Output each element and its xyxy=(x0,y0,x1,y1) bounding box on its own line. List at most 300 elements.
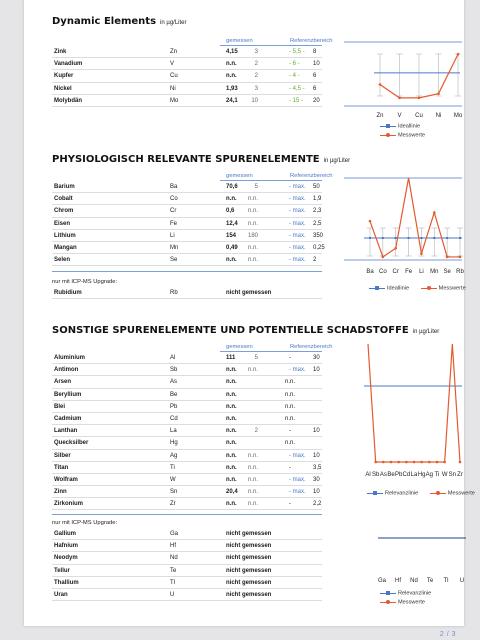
table-row xyxy=(52,376,322,388)
measured-point xyxy=(437,92,440,95)
element-name: Beryllium xyxy=(54,391,82,398)
chart-physio xyxy=(342,172,464,278)
range-high: 2 xyxy=(313,257,317,264)
table-row xyxy=(52,364,322,376)
measured-value: n.n. xyxy=(226,403,237,410)
legend-physio xyxy=(369,285,476,291)
x-tick-label: Pb xyxy=(394,472,403,478)
element-symbol: Hf xyxy=(170,543,176,550)
legend-label: Ideallinie xyxy=(387,285,410,292)
header-measured: gemessen xyxy=(226,38,253,44)
ideal-point xyxy=(433,237,435,239)
measured-value: nicht gemessen xyxy=(226,531,272,537)
measured-value: 24,1 xyxy=(226,97,238,104)
ideal-point xyxy=(395,237,397,239)
element-name: Zinn xyxy=(54,489,67,496)
table-physio xyxy=(52,181,325,266)
range-separator: - xyxy=(289,464,291,471)
table-row xyxy=(52,46,322,58)
measured-point xyxy=(420,252,423,255)
measured-value: 4,15 xyxy=(226,49,238,55)
element-name: Rubidium xyxy=(54,290,82,296)
x-tick-label: Ba xyxy=(366,269,374,275)
measured-point xyxy=(420,461,423,464)
table-row xyxy=(52,552,322,564)
range-separator: n.n. xyxy=(285,403,296,410)
range-low: n.n. xyxy=(247,489,258,496)
measured-value: 111 xyxy=(226,355,236,361)
element-symbol: Hg xyxy=(170,440,178,447)
ideal-point xyxy=(382,237,384,239)
table-row xyxy=(52,498,322,510)
element-symbol: V xyxy=(170,61,175,68)
measured-point xyxy=(369,220,372,223)
element-name: Antimon xyxy=(54,367,79,374)
measured-value: 0,6 xyxy=(226,208,235,215)
section-title-dynamic xyxy=(52,16,187,27)
legend-item-measured xyxy=(380,599,431,605)
table-row xyxy=(52,205,322,217)
measured-value: n.n. xyxy=(226,476,237,483)
range-separator: - 4 - xyxy=(289,73,300,80)
table-row xyxy=(52,565,322,577)
element-symbol: Te xyxy=(170,567,177,574)
element-name: Quecksilber xyxy=(54,440,89,447)
measured-point xyxy=(382,461,385,464)
section-title-text: SONSTIGE SPURENELEMENTE UND POTENTIELLE SCHADSTOFFE xyxy=(52,325,409,336)
measured-value: n.n. xyxy=(226,440,237,447)
range-high: 3,5 xyxy=(313,464,322,471)
table-row xyxy=(52,389,322,401)
icp-note: nur mit ICP-MS Upgrade: xyxy=(52,520,118,526)
divider xyxy=(52,271,322,272)
element-symbol: As xyxy=(170,379,178,386)
element-symbol: U xyxy=(170,591,175,598)
range-high: 30 xyxy=(313,355,320,361)
measured-point xyxy=(446,256,449,259)
element-symbol: Sb xyxy=(170,367,178,374)
x-tick-label: Zr xyxy=(457,472,463,478)
range-low: n.n. xyxy=(247,476,258,483)
x-tick-label: Mo xyxy=(453,113,463,119)
measured-value: n.n. xyxy=(226,196,237,203)
table-row xyxy=(52,230,322,242)
element-symbol: Rb xyxy=(170,290,178,296)
element-name: Zirkonium xyxy=(54,501,84,508)
header-reference: Referenzbereich xyxy=(290,344,333,350)
measured-point xyxy=(459,461,462,464)
range-high: 2,5 xyxy=(313,220,322,227)
measured-value: 1,93 xyxy=(226,85,238,92)
legend-item-ideal xyxy=(369,285,409,291)
element-name: Cadmium xyxy=(54,415,82,422)
measured-value: nicht gemessen xyxy=(226,591,272,598)
header-measured: gemessen xyxy=(226,173,253,179)
measured-line xyxy=(370,178,460,257)
measured-point xyxy=(390,461,393,464)
element-symbol: Co xyxy=(170,196,178,203)
legend-other xyxy=(367,490,480,496)
measured-value: n.n. xyxy=(226,73,237,80)
header-measured: gemessen xyxy=(226,344,253,350)
range-low: 5 xyxy=(254,184,258,190)
x-tick-label: Se xyxy=(443,269,451,275)
element-name: Vanadium xyxy=(54,61,83,68)
range-high: 30 xyxy=(313,476,320,483)
header-reference: Referenzbereich xyxy=(290,173,333,179)
element-symbol: Ti xyxy=(170,464,175,471)
legend-label: Relevanzlinie xyxy=(398,590,432,597)
table-row xyxy=(52,589,322,601)
measured-point xyxy=(433,211,436,214)
legend-item-ideal xyxy=(380,590,431,596)
section-unit: in µg/Liter xyxy=(160,20,187,26)
element-symbol: Nd xyxy=(170,555,178,562)
x-tick-label: V xyxy=(397,113,402,119)
measured-value: n.n. xyxy=(226,61,237,68)
measured-value: nicht gemessen xyxy=(226,555,272,562)
element-symbol: Cu xyxy=(170,73,178,80)
x-tick-label: Rb xyxy=(456,269,464,275)
element-symbol: Mn xyxy=(170,244,179,251)
range-low: n.n. xyxy=(247,452,258,459)
x-tick-label: Tl xyxy=(443,578,449,584)
x-tick-label: Mn xyxy=(430,269,439,275)
legend-line-red-icon xyxy=(380,599,396,605)
x-tick-label: Al xyxy=(365,472,371,478)
x-tick-label: Cd xyxy=(402,472,411,478)
element-symbol: Pb xyxy=(170,403,178,410)
x-tick-label: Ni xyxy=(435,113,442,119)
measured-value: n.n. xyxy=(226,415,237,422)
range-separator: n.n. xyxy=(285,379,296,386)
icp-note: nur mit ICP-MS Upgrade: xyxy=(52,279,118,285)
x-tick-label: Hf xyxy=(395,578,401,584)
table-row xyxy=(52,254,322,266)
element-symbol: Ba xyxy=(170,184,178,190)
table-row xyxy=(52,218,322,230)
measured-line xyxy=(368,344,460,462)
range-low: 2 xyxy=(254,428,258,435)
ideal-point xyxy=(420,237,422,239)
element-name: Aluminium xyxy=(54,355,85,361)
x-tick-label: Cu xyxy=(415,113,423,119)
range-separator: n.n. xyxy=(285,415,296,422)
range-high: 2,2 xyxy=(313,501,322,508)
table-dynamic xyxy=(52,46,322,107)
range-low: 2 xyxy=(254,61,258,68)
range-separator: n.n. xyxy=(285,391,296,398)
x-tick-label: Ti xyxy=(434,472,440,478)
section-unit: in µg/Liter xyxy=(323,158,351,164)
measured-point xyxy=(405,461,408,464)
table-row xyxy=(52,83,322,95)
range-low: 3 xyxy=(254,85,258,92)
element-name: Lithium xyxy=(54,232,76,239)
section-title-physio xyxy=(52,154,350,165)
divider xyxy=(52,514,322,515)
x-tick-label: Sn xyxy=(448,472,457,478)
range-high: 10 xyxy=(313,489,320,496)
table-row xyxy=(52,437,322,449)
x-tick-label: La xyxy=(410,472,418,478)
measured-point xyxy=(459,256,462,259)
element-symbol: Fe xyxy=(170,220,178,227)
chart-dynamic xyxy=(342,40,464,124)
element-name: Cobalt xyxy=(54,196,73,203)
measured-value: 20,4 xyxy=(226,489,238,496)
measured-point xyxy=(436,461,439,464)
measured-point xyxy=(428,461,431,464)
range-separator: - max. xyxy=(289,208,306,215)
element-name: Lanthan xyxy=(54,428,78,435)
element-name: Uran xyxy=(54,591,68,598)
x-tick-label: Li xyxy=(419,269,424,275)
measured-value: n.n. xyxy=(226,501,237,508)
measured-value: n.n. xyxy=(226,367,237,374)
x-tick-label: Ag xyxy=(425,472,434,478)
legend-item-measured xyxy=(430,490,475,496)
range-separator: - 4,5 - xyxy=(289,85,305,92)
range-low: n.n. xyxy=(247,244,258,251)
range-high: 0,25 xyxy=(313,244,325,251)
legend-item-ideal xyxy=(367,490,418,496)
element-name: Mangan xyxy=(54,244,77,251)
table-row xyxy=(52,70,322,82)
measured-value: n.n. xyxy=(226,257,237,264)
legend-label: Messwerte xyxy=(398,599,426,606)
range-separator: - 6 - xyxy=(289,61,300,68)
measured-value: 0,49 xyxy=(226,244,238,251)
element-name: Barium xyxy=(54,184,75,190)
legend-label: Ideallinie xyxy=(398,123,421,130)
element-name: Zink xyxy=(54,49,67,55)
range-low: n.n. xyxy=(247,367,258,374)
range-high: 10 xyxy=(313,61,320,68)
range-separator: - max. xyxy=(289,489,306,496)
legend-dynamic xyxy=(380,123,425,142)
element-symbol: W xyxy=(170,476,176,483)
table-row xyxy=(52,474,322,486)
range-high: 50 xyxy=(313,184,320,190)
x-tick-label: As xyxy=(379,472,387,478)
range-separator: - max. xyxy=(289,196,306,203)
range-low: n.n. xyxy=(247,220,258,227)
table-row xyxy=(52,401,322,413)
table-row xyxy=(52,95,322,107)
measured-value: 12,4 xyxy=(226,220,238,227)
range-high: 6 xyxy=(313,73,317,80)
table-row xyxy=(52,528,322,540)
chart-other-extra xyxy=(370,528,470,586)
element-name: Nickel xyxy=(54,85,72,92)
range-separator: - max. xyxy=(289,220,306,227)
legend-item-measured xyxy=(380,132,425,138)
range-separator: - 5,5 - xyxy=(289,49,305,55)
element-symbol: Al xyxy=(170,355,176,361)
element-name: Hafnium xyxy=(54,543,78,550)
ideal-point xyxy=(459,237,461,239)
measured-value: n.n. xyxy=(226,379,237,386)
element-name: Titan xyxy=(54,464,69,471)
x-tick-label: Te xyxy=(426,578,434,584)
measured-value: n.n. xyxy=(226,464,237,471)
table-row xyxy=(52,462,322,474)
x-tick-label: Ga xyxy=(377,578,387,584)
range-separator: - max. xyxy=(289,257,306,264)
ideal-point xyxy=(446,237,448,239)
element-name: Blei xyxy=(54,403,66,410)
table-row xyxy=(52,413,322,425)
legend-line-blue-icon xyxy=(367,490,383,496)
table-physio-extra xyxy=(52,287,322,299)
range-separator: - max. xyxy=(289,244,306,251)
element-symbol: Be xyxy=(170,391,178,398)
x-tick-label: Cr xyxy=(392,269,399,275)
range-low: n.n. xyxy=(247,196,258,203)
range-high: 2,3 xyxy=(313,208,322,215)
element-symbol: Li xyxy=(170,232,175,239)
table-row xyxy=(52,193,322,205)
section-title-text: PHYSIOLOGISCH RELEVANTE SPURENELEMENTE xyxy=(52,154,320,165)
measured-value: nicht gemessen xyxy=(226,567,272,574)
measured-value: nicht gemessen xyxy=(226,543,272,550)
element-symbol: La xyxy=(170,428,177,435)
range-low: 2 xyxy=(254,73,258,80)
x-tick-label: Hg xyxy=(417,472,426,478)
x-tick-label: U xyxy=(459,578,465,584)
section-title-text: Dynamic Elements xyxy=(52,16,157,27)
measured-point xyxy=(374,461,377,464)
element-symbol: Sn xyxy=(170,489,178,496)
measured-point xyxy=(397,461,400,464)
report-page xyxy=(24,0,475,626)
table-other-extra xyxy=(52,528,322,601)
range-separator: - max. xyxy=(289,476,306,483)
element-symbol: Ni xyxy=(170,85,176,92)
section-title-other xyxy=(52,325,439,336)
x-tick-label: Fe xyxy=(405,269,413,275)
measured-point xyxy=(382,256,385,259)
section-unit: in µg/Liter xyxy=(412,329,440,335)
x-tick-label: W xyxy=(441,472,448,478)
chart-other xyxy=(340,340,464,480)
element-name: Wolfram xyxy=(54,476,78,483)
element-symbol: Ag xyxy=(170,452,178,459)
legend-line-blue-icon xyxy=(369,285,385,291)
element-name: Selen xyxy=(54,257,71,264)
measured-value: 154 xyxy=(226,232,237,239)
table-row xyxy=(52,58,322,70)
legend-item-ideal xyxy=(380,123,425,129)
element-symbol: Cr xyxy=(170,208,177,215)
measured-value: nicht gemessen xyxy=(226,579,272,586)
element-name: Kupfer xyxy=(54,73,74,80)
range-separator: n.n. xyxy=(285,440,296,447)
x-tick-label: Sb xyxy=(371,472,380,478)
element-name: Neodym xyxy=(54,555,78,562)
range-high: 10 xyxy=(313,367,320,374)
measured-value: n.n. xyxy=(226,391,237,398)
table-row xyxy=(52,181,322,193)
ideal-point xyxy=(408,237,410,239)
legend-line-blue-icon xyxy=(380,123,396,129)
range-high: 10 xyxy=(313,452,320,459)
measured-value: n.n. xyxy=(226,428,237,435)
legend-label: Relevanzlinie xyxy=(385,490,419,497)
range-separator: - max. xyxy=(289,452,306,459)
range-low: n.n. xyxy=(247,257,258,264)
measured-point xyxy=(394,247,397,250)
element-symbol: Zn xyxy=(170,49,178,55)
table-row xyxy=(52,486,322,498)
measured-point xyxy=(398,97,401,100)
range-separator: - xyxy=(289,428,291,435)
element-symbol: Zr xyxy=(170,501,176,508)
measured-point xyxy=(379,83,382,86)
legend-line-blue-icon xyxy=(380,590,396,596)
range-separator: - max. xyxy=(289,232,306,239)
legend-label: Messwerte xyxy=(438,285,466,292)
legend-line-red-icon xyxy=(421,285,437,291)
element-name: Silber xyxy=(54,452,71,459)
header-reference: Referenzbereich xyxy=(290,38,333,44)
element-symbol: Se xyxy=(170,257,178,264)
range-separator: - xyxy=(289,355,291,361)
table-row xyxy=(52,425,322,437)
element-name: Arsen xyxy=(54,379,72,386)
legend-other-extra xyxy=(380,590,431,609)
table-row xyxy=(52,540,322,552)
element-name: Eisen xyxy=(54,220,71,227)
measured-point xyxy=(418,97,421,100)
element-name: Molybdän xyxy=(54,97,82,104)
measured-value: nicht gemessen xyxy=(226,290,272,296)
range-high: 8 xyxy=(313,49,317,55)
range-low: n.n. xyxy=(247,464,258,471)
element-symbol: Ga xyxy=(170,531,179,537)
page-number: 2 / 3 xyxy=(439,631,456,638)
range-separator: - 15 - xyxy=(289,97,304,104)
element-symbol: Tl xyxy=(170,579,175,586)
legend-label: Messwerte xyxy=(447,490,475,497)
range-low: 10 xyxy=(251,97,258,104)
table-row xyxy=(52,287,322,299)
x-tick-label: Co xyxy=(379,269,387,275)
range-low: 3 xyxy=(254,49,258,55)
range-separator: - xyxy=(289,501,291,508)
table-row xyxy=(52,450,322,462)
range-high: 6 xyxy=(313,85,317,92)
range-low: 5 xyxy=(254,355,258,361)
range-separator: - max. xyxy=(289,184,306,190)
legend-label: Messwerte xyxy=(398,132,426,139)
range-high: 350 xyxy=(313,232,324,239)
measured-value: 70,6 xyxy=(226,184,238,190)
range-high: 10 xyxy=(313,428,320,435)
element-name: Thallium xyxy=(54,579,79,586)
measured-point xyxy=(443,461,446,464)
element-name: Chrom xyxy=(54,208,74,215)
element-symbol: Cd xyxy=(170,415,178,422)
element-symbol: Mo xyxy=(170,97,179,104)
range-high: 1,9 xyxy=(313,196,322,203)
table-row xyxy=(52,352,322,364)
ideal-point xyxy=(369,237,371,239)
x-tick-label: Zn xyxy=(376,113,384,119)
measured-value: n.n. xyxy=(226,452,237,459)
legend-item-measured xyxy=(421,285,466,291)
